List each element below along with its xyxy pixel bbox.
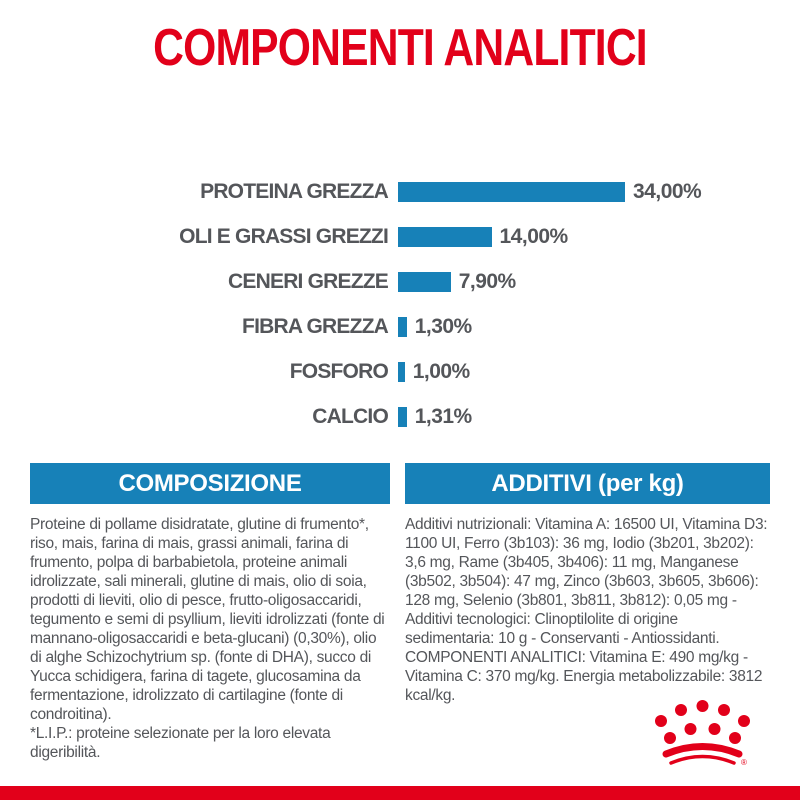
- bar-label: FOSFORO: [289, 360, 388, 383]
- composition-text: [30, 515, 390, 762]
- bar-label: CENERI GREZZE: [228, 270, 388, 293]
- bar-value: 14,00%: [499, 225, 568, 248]
- chart-row-oli-grassi: [0, 227, 800, 247]
- chart-row-calcio: [0, 407, 800, 427]
- bar-label: FIBRA GREZZA: [242, 315, 388, 338]
- bar-value: 1,00%: [412, 360, 470, 383]
- registered-mark: ®: [741, 758, 747, 767]
- additives-body: Additivi nutrizionali: Vitamina A: 16500 UI, Vitamina D3: 1100 UI, Ferro (3b103): 36 mg, Iodio (3b201, 3b202): 3,6 mg, Rame (3b405, 3b406): 11 mg, Manganese (3b502, 3b504): 47 mg, Zinco (3b603, 3b605, 3b606): 128 mg, Selenio (3b801, 3b811, 3b812): 0,05 mg - Additivi tecnologici: Clinoptilolite di origine sedimentaria: 10 g - Conservanti - Antiossidanti. COMPONENTI ANALITICI: Vitamina E: 490 mg/kg - Vitamina C: 370 mg/kg. Energia metabolizzabile: 3812 kcal/kg.: [405, 516, 768, 704]
- chart-row-proteina: [0, 182, 800, 202]
- bar-label: CALCIO: [312, 405, 388, 428]
- section-headers: [30, 463, 770, 504]
- bar-oli-grassi: [398, 227, 492, 247]
- bar-ceneri: [398, 272, 451, 292]
- chart-row-ceneri: [0, 272, 800, 292]
- bar-calcio: [398, 407, 407, 427]
- royal-canin-crown-logo: [646, 692, 766, 770]
- chart-row-fibra: [0, 317, 800, 337]
- composition-footnote: *L.I.P.: proteine selezionate per la loro elevata digeribilità.: [30, 725, 331, 761]
- bar-value: 1,30%: [414, 315, 472, 338]
- bar-value: 1,31%: [414, 405, 472, 428]
- bar-fosforo: [398, 362, 405, 382]
- bar-proteina: [398, 182, 625, 202]
- bar-value: 34,00%: [633, 180, 702, 203]
- bottom-red-strip: [0, 786, 800, 800]
- bar-label: PROTEINA GREZZA: [200, 180, 388, 203]
- crown-dots: [655, 700, 750, 744]
- bar-value: 7,90%: [458, 270, 516, 293]
- bar-label: OLI E GRASSI GREZZI: [179, 225, 388, 248]
- additives-header: ADDITIVI (per kg): [405, 463, 770, 504]
- crown-arcs: [666, 747, 739, 764]
- analytical-components-chart: [0, 182, 800, 452]
- page-title: COMPONENTI ANALITICI: [153, 19, 647, 77]
- bar-fibra: [398, 317, 407, 337]
- chart-row-fosforo: [0, 362, 800, 382]
- composition-header: COMPOSIZIONE: [30, 463, 390, 504]
- composition-body: Proteine di pollame disidratate, glutine di frumento*, riso, mais, farina di mais, grassi animali, farina di frumento, polpa di barbabietola, proteine animali idrolizzate, sali minerali, glutine di mais, olio di soia, prodotti di lieviti, olio di pesce, frutto-oligosaccaridi, tegumento e semi di psyllium, lieviti idrolizzati (fonte di mannano-oligosaccaridi e beta-glucani) (0,30%), olio di alghe Schizochytrium sp. (fonte di DHA), succo di Yucca schidigera, farina di tagete, glucosamina da fermentazione, idrolizzato di cartilagine (fonte di condroitina).: [30, 516, 385, 723]
